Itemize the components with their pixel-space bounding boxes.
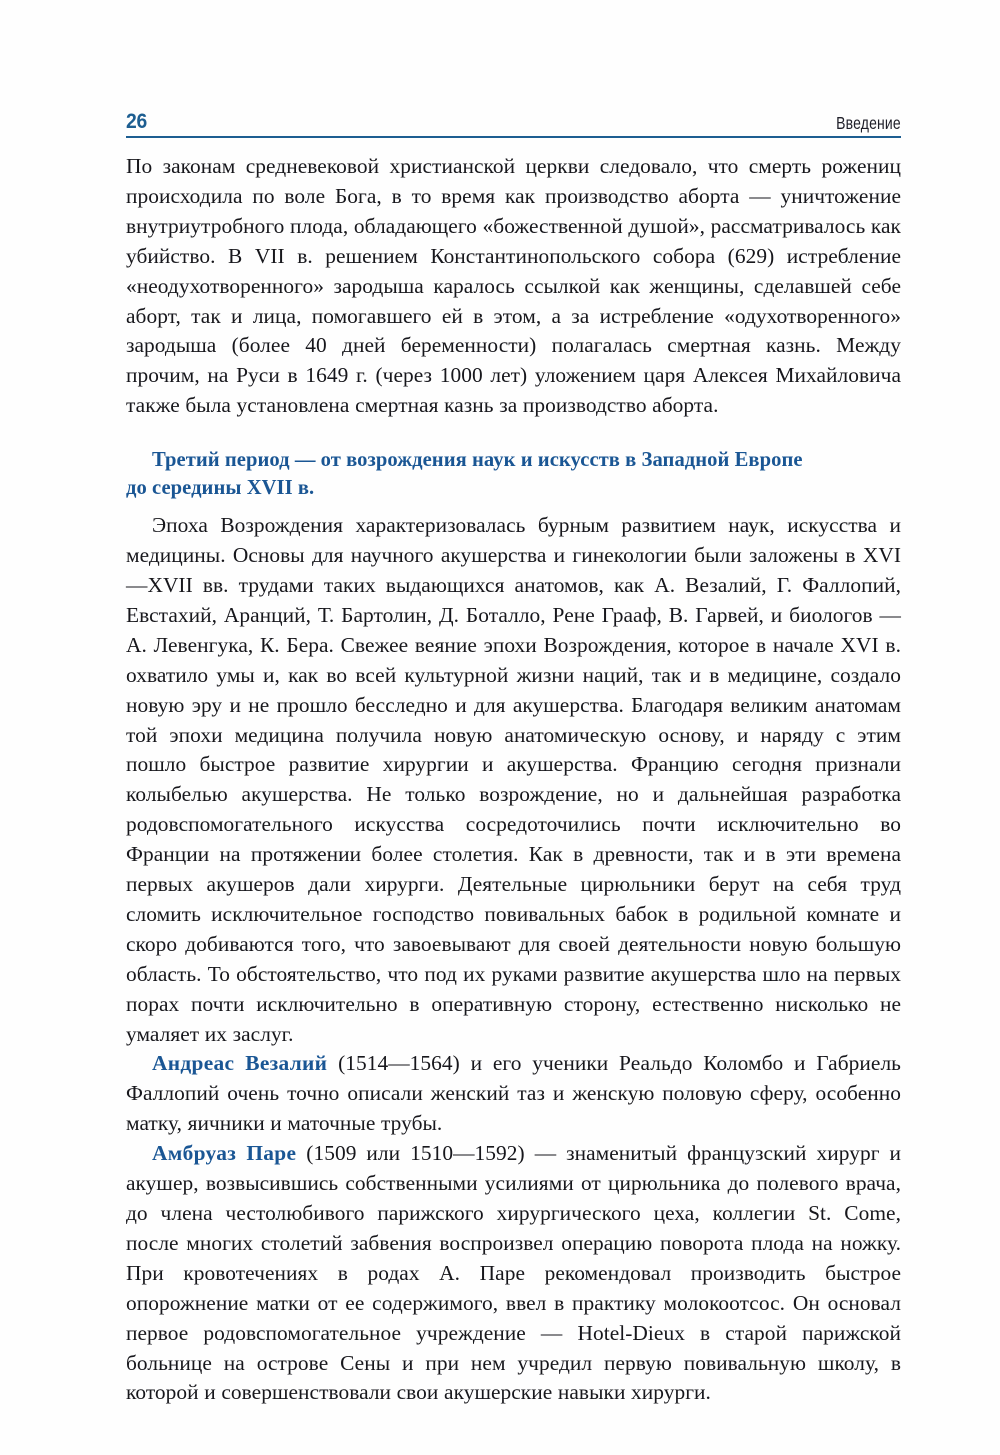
running-head: [126, 98, 901, 138]
paragraph-ambroise-pare: [126, 1139, 901, 1408]
section-heading-line-1: Третий период — от возрождения наук и искусств в Западной Европе: [152, 449, 803, 472]
paragraph-renaissance-anatomy: Эпоха Возрождения характеризовалась бурным развитием наук, искусства и медицины. Основы для научного акушерства и гинекологии были заложены в XVI—XVII вв. трудами таких выдающихся анатомов, как А. Везалий, Г. Фаллопий, Евстахий, Аранций, Т. Бартолин, Д. Боталло, Рене Грааф, В. Гарвей, и биологов — А. Левенгука, К. Бера. Свежее веяние эпохи Возрождения, которое в начале XVI в. охватило умы и, как во всей культурной жизни наций, так и в медицине, создало новую эру и не прошло бесследно и для акушерства. Благодаря великим анатомам той эпохи медицина получила новую анатомическую основу, и наряду с этим пошло быстрое развитие хирургии и акушерства. Францию сегодня признали колыбелью акушерства. Не только возрождение, но и дальнейшая разработка родовспомогательного искусства сосредоточились почти исключительно во Франции на протяжении более столетия. Как в древности, так и в эти времена первых акушеров дали хирурги. Деятельные цирюльники берут на себя труд сломить исключительное господство повивальных бабок в родильной комнате и скоро добиваются того, что завоевывают для своей деятельности новую большую область. То обстоятельство, что под их руками развитие акушерства шло на первых порах почти исключительно в оперативную сторону, естественно нисколько не умаляет их заслуг.: [126, 513, 901, 1046]
running-title: Введение: [836, 112, 901, 133]
runin-name-vesalius: Андреас Везалий: [152, 1051, 328, 1076]
heading-spacer-top: [126, 421, 901, 447]
paragraph-ambroise-pare-text: (1509 или 1510—1592) — знаменитый французский хирург и акушер, возвысившись собственными усилиями от цирюльника до полевого врача, до члена честолюбивого парижского хирургического цеха, коллегии St. Come, после многих столетий забвения воспроизвел операцию поворота плода на ножку. При кровотечениях в родах А. Паре рекомендовал производить быстрое опорожнение матки от ее содержимого, ввел в практику молокоотсос. Он основал первое родовспомогательное учреждение — Hotel-Dieux в старой парижской больнице на острове Сены и при нем учредил первую повивальную школу, в которой и совершенствовали свои акушерские навыки хирурги.: [126, 1141, 902, 1405]
text-column: [126, 152, 901, 1408]
runin-name-ambroise-pare: Амбруаз Паре: [152, 1141, 297, 1166]
section-heading-third-period: [126, 447, 901, 502]
paragraph-medieval-church-law: По законам средневековой христианской церкви следовало, что смерть рожениц происходила по воле Бога, в то время как производство аборта — уничтожение внутриутробного плода, обладающего «божественной душой», рассматривалось как убийство. В VII в. решением Константинопольского собора (629) истребление «неодухотворенного» зародыша каралось ссылкой как женщины, сделавшей себе аборт, так и лица, помогавшего ей в этом, а за истребление «одухотворенного» зародыша (более 40 дней беременности) полагалась смертная казнь. Между прочим, на Руси в 1649 г. (через 1000 лет) уложением царя Алексея Михайловича также была установлена смертная казнь за производство аборта.: [126, 154, 901, 418]
page-number: 26: [126, 110, 147, 133]
paragraph-vesalius: [126, 1049, 901, 1139]
heading-spacer-bottom: [126, 502, 901, 511]
paragraph-vesalius-text: (1514—1564) и его ученики Реальдо Коломбо и Габриель Фаллопий очень точно описали женский таз и женскую половую сферу, особенно матку, яичники и маточные трубы.: [126, 1051, 901, 1136]
section-heading-line-2: до середины XVII в.: [126, 476, 315, 499]
